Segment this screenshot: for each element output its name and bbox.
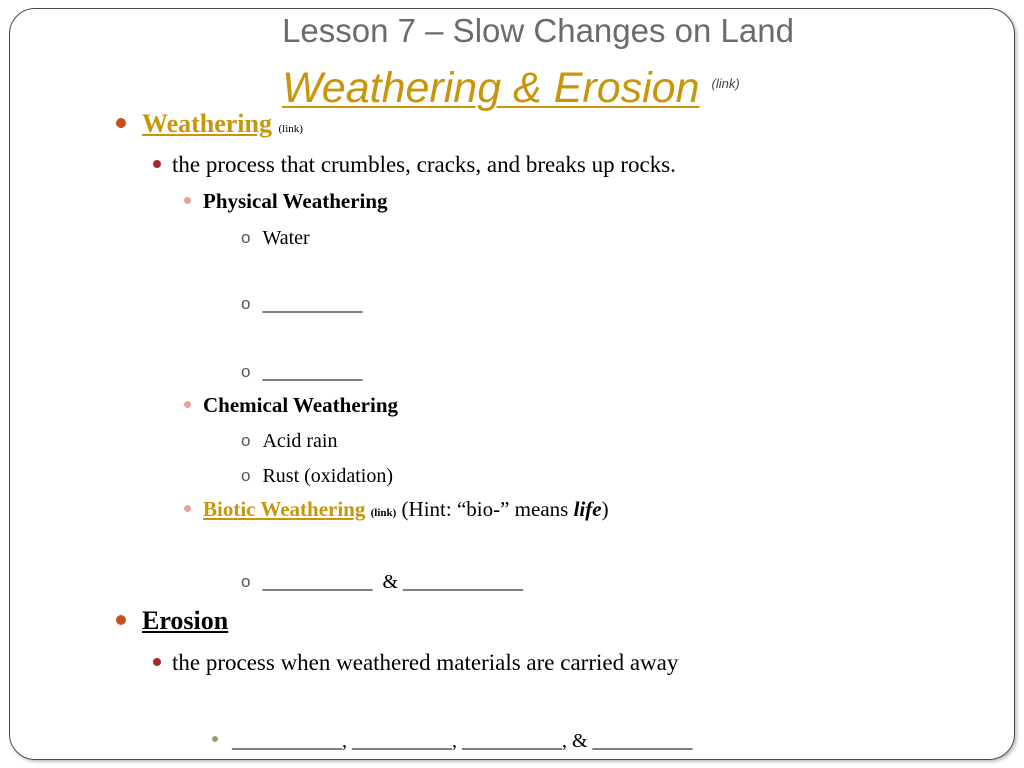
weathering-definition xyxy=(153,152,676,178)
list-item xyxy=(241,227,310,250)
biotic-weathering xyxy=(184,497,609,522)
biotic-link-marker[interactable]: (link) xyxy=(370,507,397,519)
weathering-definition-text: the process that crumbles, cracks, and breaks up rocks. xyxy=(172,152,676,177)
list-item-text: Water xyxy=(262,227,310,249)
subtitle-link-marker[interactable]: (link) xyxy=(711,76,740,91)
bullet-dot xyxy=(184,505,191,512)
circle-bullet-icon: o xyxy=(241,228,251,247)
list-item xyxy=(212,730,693,753)
bullet-dot xyxy=(184,197,191,204)
list-item xyxy=(241,293,362,316)
blank-line: ___________, __________, __________, & __________ xyxy=(232,730,693,752)
biotic-weathering-link[interactable]: Biotic Weathering xyxy=(203,497,366,521)
blank-line: ___________ & ____________ xyxy=(262,571,524,593)
erosion-definition-text: the process when weathered materials are carried away xyxy=(172,650,679,675)
list-item xyxy=(241,571,523,594)
physical-weathering-heading: Physical Weathering xyxy=(203,189,388,213)
bullet-erosion xyxy=(116,606,228,636)
circle-bullet-icon: o xyxy=(241,466,251,485)
chemical-weathering-heading: Chemical Weathering xyxy=(203,393,399,417)
list-item-text: Acid rain xyxy=(262,430,338,452)
list-item-text: Rust (oxidation) xyxy=(262,465,394,487)
bullet-dot xyxy=(212,736,218,742)
weathering-link[interactable]: Weathering xyxy=(142,109,272,138)
hint-word: life xyxy=(573,497,602,521)
list-item xyxy=(241,430,337,453)
bullet-dot xyxy=(116,615,126,625)
blank-line: __________ xyxy=(262,293,363,315)
bullet-dot xyxy=(116,118,126,128)
weathering-link-marker[interactable]: (link) xyxy=(278,123,303,135)
list-item xyxy=(241,361,362,384)
bullet-dot xyxy=(184,401,191,408)
list-item xyxy=(241,465,393,488)
blank-line: __________ xyxy=(262,361,363,383)
circle-bullet-icon: o xyxy=(241,431,251,450)
erosion-heading: Erosion xyxy=(142,606,229,635)
bullet-dot xyxy=(153,658,161,666)
bullet-weathering xyxy=(116,109,303,139)
slide-subtitle xyxy=(282,64,740,113)
circle-bullet-icon: o xyxy=(241,362,251,381)
hint-close: ) xyxy=(601,497,609,521)
subtitle-link[interactable]: Weathering & Erosion xyxy=(282,64,700,112)
chemical-weathering xyxy=(184,393,398,418)
circle-bullet-icon: o xyxy=(241,294,251,313)
circle-bullet-icon: o xyxy=(241,572,251,591)
physical-weathering xyxy=(184,189,388,214)
slide-title: Lesson 7 – Slow Changes on Land xyxy=(282,12,794,49)
bullet-dot xyxy=(153,160,161,168)
erosion-definition xyxy=(153,650,678,676)
hint-text: (Hint: “bio-” means xyxy=(401,497,574,521)
